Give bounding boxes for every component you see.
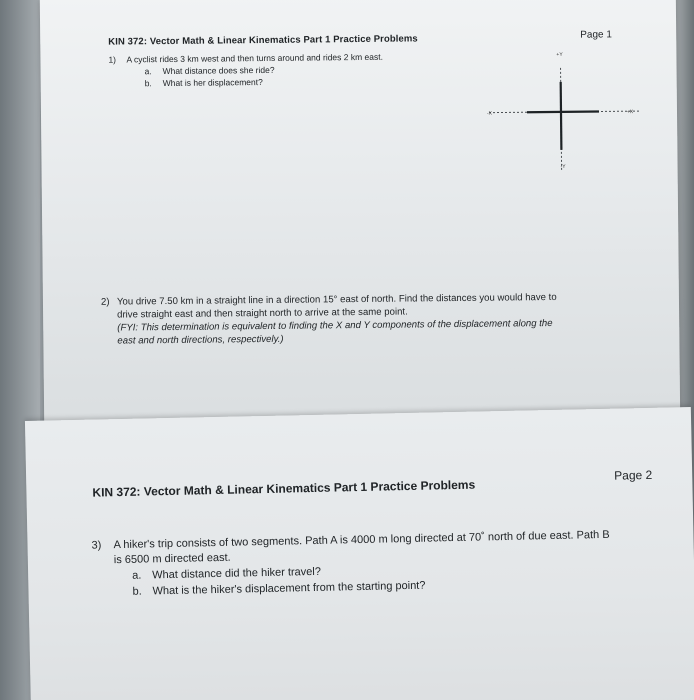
x-axis-solid (527, 111, 599, 112)
page2-page-label: Page 2 (614, 467, 653, 483)
q1-text: A cyclist rides 3 km west and then turns around and rides 2 km east. (126, 51, 384, 65)
worksheet-page-1 (40, 0, 680, 427)
page2-title: KIN 372: Vector Math & Linear Kinematics Part 1 Practice Problems (92, 477, 476, 500)
q2-line-2: drive straight east and then straight north to arrive at the same point. (117, 306, 408, 321)
q1-number: 1) (108, 54, 117, 65)
q2-line-1: You drive 7.50 km in a straight line in a direction 15° east of north. Find the distances you would have to (116, 291, 557, 308)
axis-label-plus-x: +X (626, 109, 634, 116)
q1-a-text: What distance does she ride? (162, 64, 275, 77)
axis-label-plus-y: +Y (556, 51, 563, 58)
y-axis-solid (561, 82, 562, 150)
page1-page-label: Page 1 (580, 29, 612, 41)
q3-number: 3) (91, 539, 102, 552)
q3-line-1: A hiker's trip consists of two segments. Path A is 4000 m long directed at 70˚ north of due east. Path B (113, 528, 610, 552)
q1-b-text: What is her displacement? (162, 77, 263, 89)
q3-b-text: What is the hiker's displacement from the starting point? (152, 579, 426, 598)
axis-label-minus-y: -Y (560, 163, 566, 170)
q3-a-label: a. (132, 569, 142, 582)
worksheet-page-2 (25, 407, 694, 700)
q2-line-4: east and north directions, respectively.) (117, 333, 284, 347)
q3-a-text: What distance did the hiker travel? (152, 565, 322, 582)
q1-b-label: b. (144, 78, 152, 89)
q1-a-label: a. (144, 66, 152, 77)
q3-b-label: b. (132, 585, 142, 598)
q3-line-2: is 6500 m directed east. (113, 551, 231, 567)
q2-number: 2) (100, 296, 110, 308)
q2-line-3: (FYI: This determination is equivalent to finding the X and Y components of the displacement along the (117, 317, 553, 334)
page1-title: KIN 372: Vector Math & Linear Kinematics Part 1 Practice Problems (108, 33, 418, 48)
axis-label-minus-x: -X (486, 110, 493, 117)
coordinate-axes-diagram (480, 49, 651, 181)
